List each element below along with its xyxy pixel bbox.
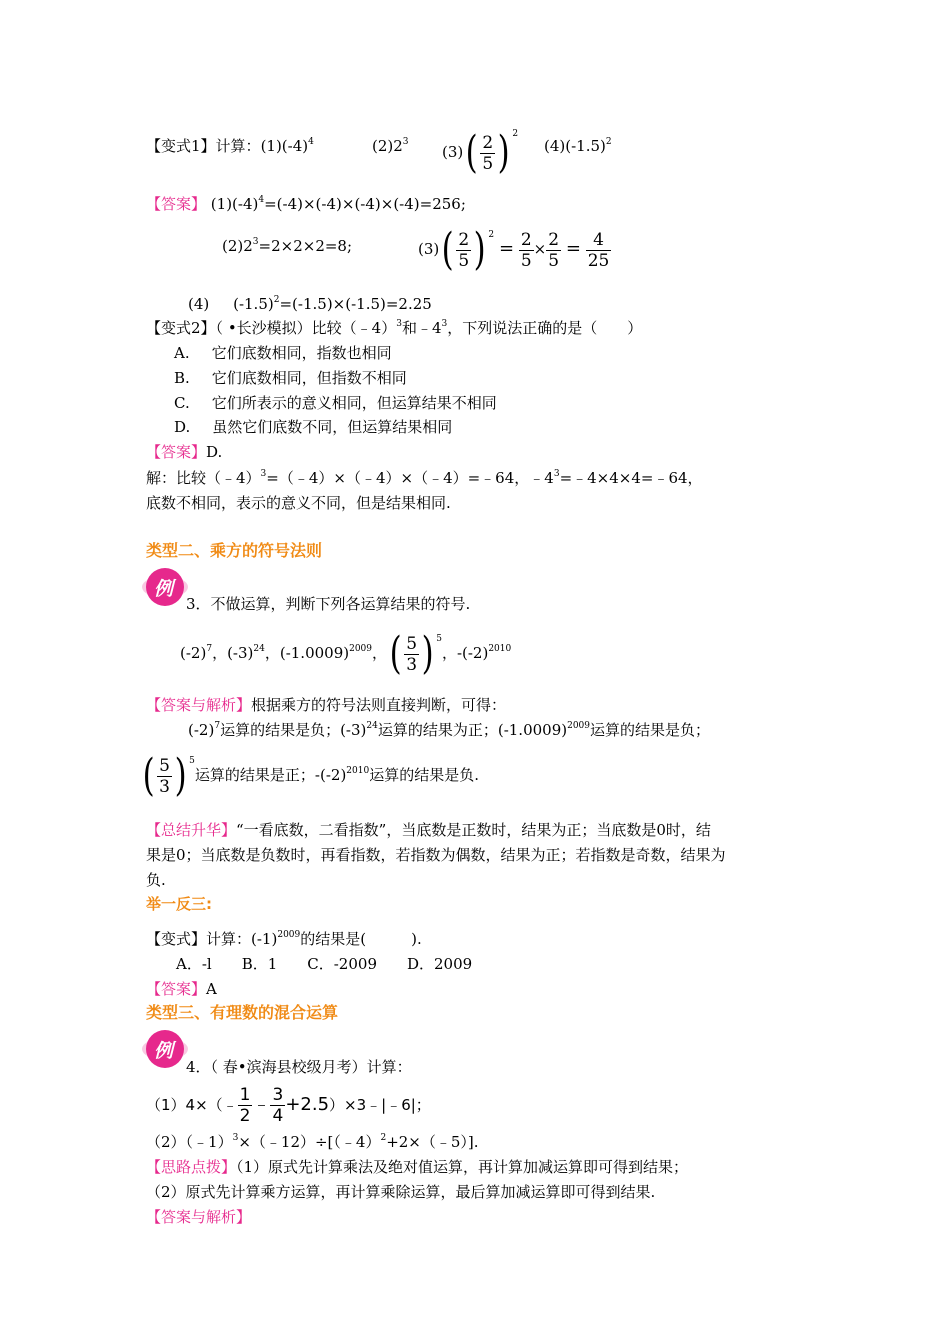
a1-frac3-den: 5 <box>548 250 560 271</box>
s2-ans-tag: 【答案与解析】 <box>146 696 252 714</box>
example-badge-icon-2 <box>146 1030 184 1068</box>
example-badge-text: 例 <box>154 578 174 600</box>
section3-part2 <box>146 1132 479 1152</box>
left-paren: ( <box>389 628 402 679</box>
left-paren: ( <box>142 750 155 801</box>
v2-sol-exp2: 3 <box>553 469 560 479</box>
s3-p1c: ）×3﹣|﹣6|； <box>329 1096 431 1114</box>
s2-fraction <box>404 634 419 675</box>
variant2-answer <box>146 442 222 462</box>
section2-variant-answer <box>146 979 217 999</box>
section2-answer <box>146 695 506 715</box>
v1-item3 <box>442 122 518 182</box>
answer1-line1 <box>146 194 466 214</box>
s2-r2b: 运算的结果是负. <box>369 766 479 784</box>
right-paren: ) <box>473 224 486 275</box>
s2-v-ans: A <box>206 980 217 998</box>
s2-fx: 5 <box>436 634 442 644</box>
a1-l1b: =(-4)×(-4)×(-4)×(-4)=256; <box>264 195 466 213</box>
s2-v-ans-tag: 【答案】 <box>146 980 207 998</box>
v1-item1: (1)(-4) <box>260 137 309 155</box>
section3-hint-2: （2）原式先计算乘方运算，再计算乘除运算，最后算加减运算即可得到结果. <box>146 1183 656 1201</box>
s3-hint1: （1）原式先计算乘法及绝对值运算，再计算加减运算即可得到结果； <box>236 1158 689 1176</box>
section2-expressions <box>180 628 511 678</box>
v2-exp1: 3 <box>396 319 402 329</box>
option-c-letter: C. <box>174 394 190 412</box>
v1-frac-den: 5 <box>482 153 494 174</box>
s3-f1-num: 1 <box>239 1085 251 1105</box>
a1-l3c: =(-1.5)×(-1.5)=2.25 <box>279 295 432 313</box>
s3-p1b: +2.5 <box>285 1094 330 1115</box>
answer1-line2 <box>222 236 352 256</box>
v2-answer-tag: 【答案】 <box>146 443 207 461</box>
right-paren: ) <box>421 628 434 679</box>
a1-frac1-den: 5 <box>458 250 470 271</box>
a1-l1-exp: 4 <box>258 195 265 205</box>
a1-l2c: (3) <box>418 240 440 258</box>
v2-sol-c: =﹣4×4×4=﹣64， <box>559 469 703 487</box>
left-paren: ( <box>465 127 478 178</box>
section2-summary-3: 负. <box>146 871 166 889</box>
s3-p2b: ×（﹣12）÷[（﹣4） <box>238 1133 381 1151</box>
a1-frac4-num: 4 <box>586 230 612 251</box>
example-badge-text-2: 例 <box>154 1040 174 1062</box>
s2-sep: ， <box>372 644 388 662</box>
s2-v-x: 2009 <box>277 930 301 940</box>
v2-text-a: （ •长沙模拟）比较（﹣4） <box>215 319 397 337</box>
a1-l2-exp2: 2 <box>488 230 495 240</box>
v1-exp1: 4 <box>308 137 314 147</box>
option-a-letter: A. <box>174 344 190 362</box>
practice-heading: 举一反三: <box>146 895 212 913</box>
a1-l2-exp: 3 <box>252 237 259 247</box>
equals-sign-2: = <box>565 238 581 259</box>
s2-e3x: 2009 <box>349 644 373 654</box>
s2-e1: (-2) <box>180 644 207 662</box>
option-b-letter: B. <box>174 369 190 387</box>
v1-item3-label: (3) <box>442 143 464 161</box>
s2-r1x3: 2009 <box>567 721 591 731</box>
s3-p2a: （2）（﹣1） <box>146 1133 233 1151</box>
v2-sol-exp1: 3 <box>260 469 267 479</box>
equals-sign: = <box>498 238 515 259</box>
s2-r1b: 运算的结果是负；(-3) <box>220 721 367 739</box>
section3-part1 <box>146 1082 431 1128</box>
option-b-text: 它们底数相同，但指数不相同 <box>211 369 407 387</box>
s2-r1d: 运算的结果是负； <box>590 721 711 739</box>
a1-l1a: (1)(-4) <box>210 195 259 213</box>
s2-e2x: 24 <box>253 644 265 654</box>
s2-e3: ，(-1.0009) <box>264 644 350 662</box>
option-d-text: 虽然它们底数不同，但运算结果相同 <box>212 418 453 436</box>
v1-item2-text: (2)2 <box>372 137 403 155</box>
section2-title: 类型二、乘方的符号法则 <box>146 541 323 560</box>
v2-text-b: 和﹣4 <box>401 319 442 337</box>
s2-r1x: 7 <box>214 721 221 731</box>
s2-sum-tag: 【总结升华】 <box>146 821 237 839</box>
section3-hint-1 <box>146 1157 688 1177</box>
variant1-prompt: 计算： <box>215 137 261 155</box>
variant1-tag: 【变式1】 <box>146 137 216 155</box>
s2-frac-num: 5 <box>406 633 418 654</box>
v1-item2 <box>372 136 409 156</box>
v1-exp4: 2 <box>605 137 612 147</box>
s2-e1x: 7 <box>206 644 213 654</box>
a1-l3-exp: 2 <box>273 295 280 305</box>
section2-question: 3．不做运算，判断下列各运算结果的符号. <box>186 595 471 613</box>
times-sign: × <box>533 240 547 258</box>
v1-fraction <box>480 133 495 174</box>
s2-ans: 根据乘方的符号法则直接判断，可得： <box>251 696 507 714</box>
a1-frac2 <box>519 230 534 271</box>
section2-summary-2: 果是0；当底数是负数时，再看指数，若指数为偶数，结果为正；若指数是奇数，结果为 <box>146 846 726 864</box>
a1-l3b: (-1.5) <box>233 295 274 313</box>
a1-l2a: (2)2 <box>222 237 253 255</box>
v2-sol-b: =（﹣4）×（﹣4）×（﹣4）=﹣64，﹣4 <box>266 469 554 487</box>
s3-p2x2: 2 <box>380 1133 387 1143</box>
section2-result1 <box>188 720 710 740</box>
v2-text-c: ，下列说法正确的是（ ） <box>447 319 643 337</box>
s2-sum1: “一看底数，二看指数”，当底数是正数时，结果为正；当底数是0时，结 <box>236 821 711 839</box>
s2-r1c: 运算的结果为正；(-1.0009) <box>377 721 568 739</box>
option-c <box>174 393 497 413</box>
a1-frac4-den: 25 <box>587 250 610 271</box>
s2-v-b: 的结果是( ). <box>300 930 422 948</box>
a1-frac4 <box>586 230 612 271</box>
s2-e2: ，(-3) <box>212 644 254 662</box>
v2-answer: D. <box>206 443 223 461</box>
a1-frac2-den: 5 <box>520 250 532 271</box>
v2-solution-line1 <box>146 468 703 488</box>
answer1-line3 <box>188 294 432 314</box>
v1-frac-num: 2 <box>482 132 494 153</box>
option-a-text: 它们底数相同，指数也相同 <box>211 344 392 362</box>
s3-minus: ﹣ <box>252 1094 271 1115</box>
v1-item4 <box>544 136 612 156</box>
s2-r2-frac-num: 5 <box>159 755 170 776</box>
s2-e4x: 2010 <box>488 644 512 654</box>
s3-p1a: （1）4×（﹣ <box>146 1096 238 1114</box>
a1-frac3 <box>546 230 561 271</box>
section3-answer-tag: 【答案与解析】 <box>146 1208 252 1226</box>
s2-e4: ，-(-2) <box>441 644 489 662</box>
left-paren: ( <box>441 224 454 275</box>
s2-r1a: (-2) <box>188 721 215 739</box>
section3-question: 4．（ 春•滨海县校级月考）计算： <box>186 1058 412 1076</box>
a1-frac1 <box>456 230 471 271</box>
option-b <box>174 368 407 388</box>
a1-frac3-num: 2 <box>548 229 560 250</box>
s2-frac-den: 3 <box>406 654 418 675</box>
option-a <box>174 343 392 363</box>
s3-hint-tag: 【思路点拨】 <box>146 1158 237 1176</box>
s2-r2x2: 2010 <box>346 766 370 776</box>
variant2-tag: 【变式2】 <box>146 319 216 337</box>
s3-f2-num: 3 <box>272 1085 284 1105</box>
section3-title: 类型三、有理数的混合运算 <box>146 1003 339 1022</box>
s2-r1x2: 24 <box>366 721 378 731</box>
s3-f2-den: 4 <box>272 1106 284 1126</box>
v1-exp2: 3 <box>402 137 409 147</box>
s3-p2x: 3 <box>232 1133 239 1143</box>
a1-l3a: (4) <box>188 295 210 313</box>
option-c-text: 它们所表示的意义相同，但运算结果不相同 <box>211 394 497 412</box>
s3-f1-den: 2 <box>239 1106 251 1126</box>
section2-summary-1 <box>146 820 711 840</box>
a1-frac1-num: 2 <box>458 229 470 250</box>
s2-v-a: 计算：(-1) <box>206 930 278 948</box>
a1-frac2-num: 2 <box>520 229 532 250</box>
section2-variant <box>146 929 422 949</box>
option-d <box>174 417 452 437</box>
v2-sol-a: 解：比较（﹣4） <box>146 469 261 487</box>
variant2-line <box>146 318 642 338</box>
s2-r2-fraction <box>157 756 172 797</box>
right-paren: ) <box>174 750 187 801</box>
s2-r2-frac-den: 3 <box>159 776 170 797</box>
option-d-letter: D. <box>174 418 191 436</box>
section2-result2 <box>140 750 479 800</box>
s3-frac2 <box>270 1085 285 1126</box>
v2-exp2: 3 <box>441 319 448 329</box>
section2-variant-options: A．-l B．1 C．-2009 D．2009 <box>176 955 473 973</box>
s2-v-tag: 【变式】 <box>146 930 207 948</box>
s3-frac1 <box>238 1085 253 1126</box>
right-paren: ) <box>497 127 510 178</box>
v1-item4-text: (4)(-1.5) <box>544 137 606 155</box>
v1-exp3: 2 <box>512 129 519 139</box>
answer1-line2-frac <box>418 224 611 274</box>
variant1-line <box>146 136 314 156</box>
s2-r2x: 5 <box>189 756 195 766</box>
s3-p2c: +2×（﹣5）]. <box>386 1133 479 1151</box>
answer1-tag: 【答案】 <box>146 195 207 213</box>
example-badge-icon <box>146 568 184 606</box>
a1-l2b: =2×2×2=8; <box>258 237 353 255</box>
v2-solution-line2: 底数不相同，表示的意义不同，但是结果相同. <box>146 494 451 512</box>
s2-r2a: 运算的结果是正；-(-2) <box>194 766 347 784</box>
